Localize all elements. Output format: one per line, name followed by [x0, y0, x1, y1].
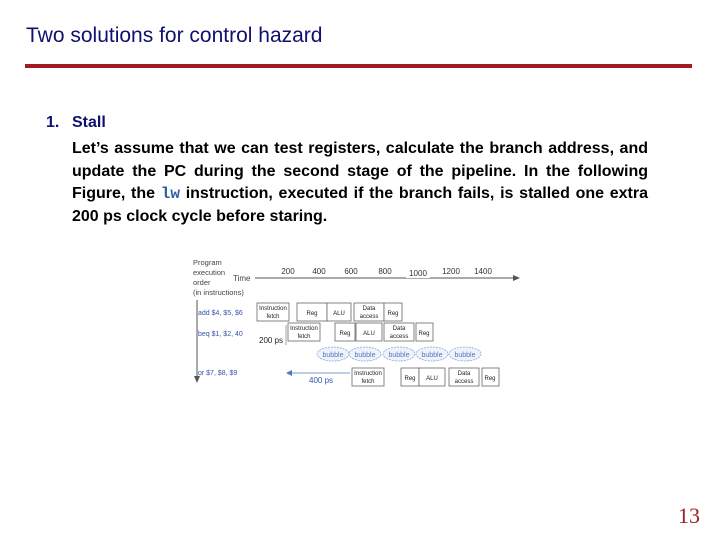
row1-dm-line2: access: [359, 314, 379, 320]
y-label-line-3: order: [193, 278, 211, 287]
pipeline-row-or: [352, 368, 499, 386]
y-axis-arrow-icon: [194, 376, 200, 383]
time-tick-200: 200: [281, 267, 295, 276]
row2-dm-line2: access: [389, 334, 409, 340]
bubble-1: bubble: [322, 352, 344, 359]
y-label-line-2: execution: [193, 268, 226, 277]
row2-reg: Reg: [339, 331, 351, 337]
row3-alu: ALU: [426, 376, 438, 382]
bubble-2: bubble: [354, 352, 376, 359]
row2-if-line2: fetch: [297, 334, 311, 340]
row1-if-line2: fetch: [266, 314, 280, 320]
time-label: Time: [233, 274, 251, 283]
time-tick-1200: 1200: [442, 267, 460, 276]
row3-if-line1: Instruction: [354, 371, 382, 377]
row1-wb: Reg: [387, 311, 399, 317]
instr-beq: beq $1, $2, 40: [198, 331, 243, 338]
instr-add: add $4, $5, $6: [198, 310, 243, 317]
row2-if-line1: Instruction: [290, 326, 318, 332]
time-tick-1000: 1000: [409, 269, 427, 278]
time-tick-600: 600: [344, 267, 358, 276]
bubble-3: bubble: [388, 352, 410, 359]
list-heading: Stall: [72, 114, 106, 131]
row1-if-line1: Instruction: [259, 306, 287, 312]
list-number: 1.: [46, 114, 60, 131]
row1-alu: ALU: [333, 311, 345, 317]
slide-title: Two solutions for control hazard: [26, 24, 323, 47]
bubble-row: [317, 347, 481, 361]
para-text-2: instruction, executed if the branch fails, is stalled one extra 200 ps clock cycle before staring.: [72, 185, 648, 225]
row2-dm-line1: Data: [392, 326, 406, 332]
row3-wb: Reg: [484, 376, 496, 382]
time-axis-arrow-icon: [513, 275, 520, 281]
row1-reg: Reg: [306, 311, 318, 317]
row2-wb: Reg: [418, 331, 430, 337]
pipeline-row-beq: [288, 323, 433, 341]
y-label-line-1: Program: [193, 258, 222, 267]
page-number: 13: [678, 503, 700, 528]
time-tick-400: 400: [312, 267, 326, 276]
pipeline-row-add: [257, 303, 402, 321]
delay-200-label: 200 ps: [259, 336, 284, 345]
row3-if-line2: fetch: [361, 379, 375, 385]
instr-or: or $7, $8, $9: [198, 370, 238, 377]
bubble-4: bubble: [421, 352, 443, 359]
code-lw: lw: [160, 185, 180, 203]
delay-400-arrow-icon: [286, 370, 292, 376]
row3-dm-line2: access: [454, 379, 474, 385]
time-tick-1400: 1400: [474, 267, 492, 276]
row3-dm-line1: Data: [457, 371, 471, 377]
row1-dm-line1: Data: [362, 306, 376, 312]
bubble-5: bubble: [454, 352, 476, 359]
row2-alu: ALU: [363, 331, 375, 337]
delay-400-label: 400 ps: [309, 376, 334, 385]
y-label-line-4: (in instructions): [193, 288, 244, 297]
para-text-1: Let’s assume that we can test registers, calculate the branch address, and update the PC during the second stage of the pipeline. In the following Figure, the: [72, 140, 648, 202]
time-tick-800: 800: [378, 267, 392, 276]
row3-reg: Reg: [404, 376, 416, 382]
